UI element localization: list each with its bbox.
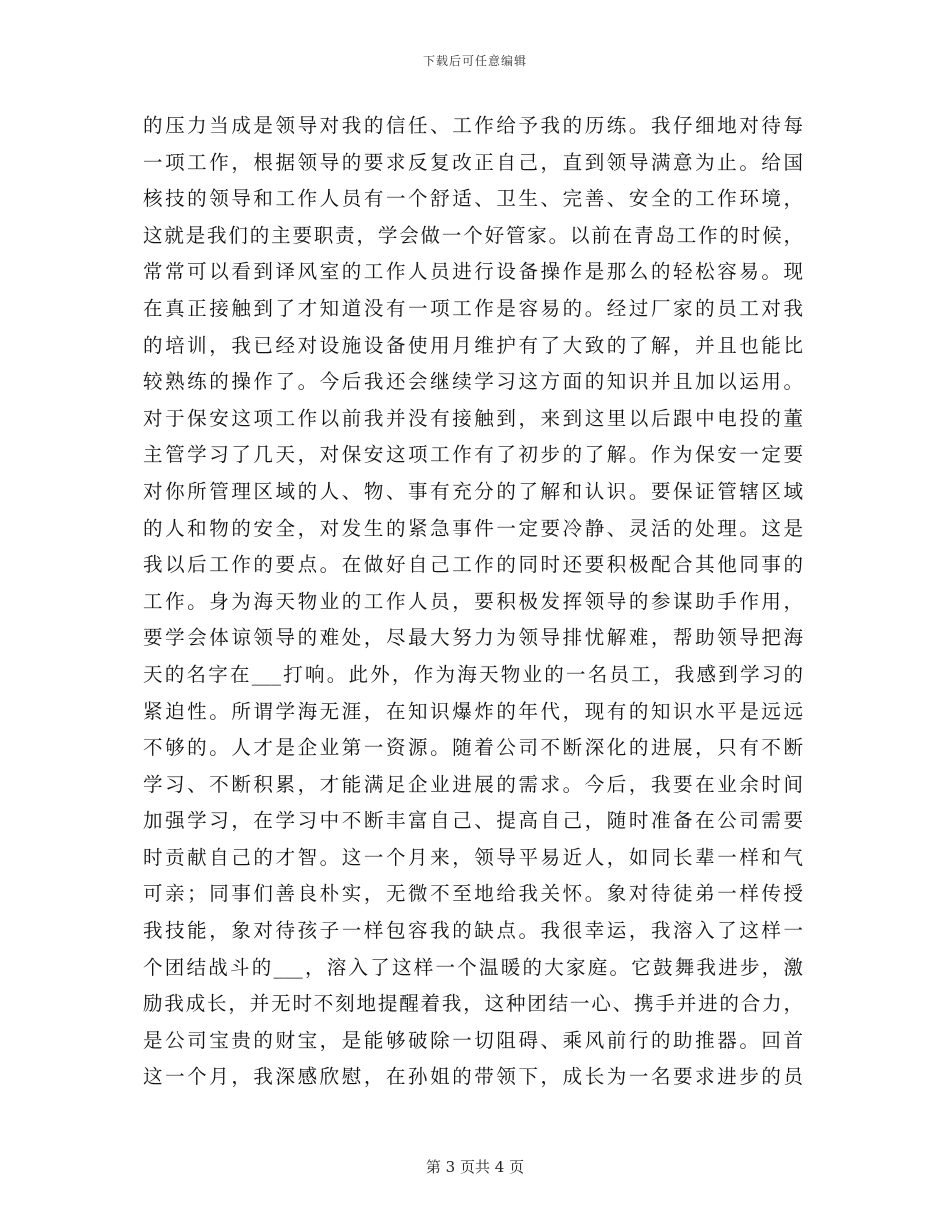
text-line: 要学会体谅领导的难处，尽最大努力为领导排忧解难，帮助领导把海 [143, 626, 803, 650]
text-line: 时贡献自己的才智。这一个月来，领导平易近人，如同长辈一样和气 [143, 845, 803, 869]
text-line: 的培训，我已经对设施设备使用月维护有了大致的了解，并且也能比 [143, 333, 803, 357]
page-header: 下载后可任意编辑 [422, 54, 527, 68]
text-line: 加强学习，在学习中不断丰富自己、提高自己，随时准备在公司需要 [143, 809, 803, 833]
text-line: 在真正接触到了才知道没有一项工作是容易的。经过厂家的员工对我 [143, 296, 803, 320]
text-line: 这一个月，我深感欣慰，在孙姐的带领下，成长为一名要求进步的员 [143, 1065, 803, 1089]
text-line: 紧迫性。所谓学海无涯，在知识爆炸的年代，现有的知识水平是远远 [143, 699, 803, 723]
text-line: 天的名字在___打响。此外，作为海天物业的一名员工，我感到学习的 [143, 662, 803, 686]
text-line: 对于保安这项工作以前我并没有接触到，来到这里以后跟中电投的董 [143, 406, 803, 430]
text-line: 较熟练的操作了。今后我还会继续学习这方面的知识并且加以运用。 [143, 370, 803, 394]
text-line: 学习、不断积累，才能满足企业进展的需求。今后，我要在业余时间 [143, 772, 803, 796]
text-line: 常常可以看到译风室的工作人员进行设备操作是那么的轻松容易。现 [143, 260, 803, 284]
text-line: 不够的。人才是企业第一资源。随着公司不断深化的进展，只有不断 [143, 736, 803, 760]
text-line: 主管学习了几天，对保安这项工作有了初步的了解。作为保安一定要 [143, 443, 803, 467]
text-line: 我以后工作的要点。在做好自己工作的同时还要积极配合其他同事的 [143, 553, 803, 577]
text-line: 这就是我们的主要职责，学会做一个好管家。以前在青岛工作的时候， [143, 223, 803, 247]
text-line: 工作。身为海天物业的工作人员，要积极发挥领导的参谋助手作用， [143, 589, 803, 613]
document-body [143, 108, 803, 1096]
text-line: 一项工作，根据领导的要求反复改正自己，直到领导满意为止。给国 [143, 150, 803, 174]
page-number-footer: 第 3 页共 4 页 [425, 1158, 525, 1176]
text-line: 的压力当成是领导对我的信任、工作给予我的历练。我仔细地对待每 [143, 114, 803, 137]
text-line: 的人和物的安全，对发生的紧急事件一定要冷静、灵活的处理。这是 [143, 516, 803, 540]
text-line: 核技的领导和工作人员有一个舒适、卫生、完善、安全的工作环境， [143, 187, 803, 211]
text-line: 对你所管理区域的人、物、事有充分的了解和认识。要保证管辖区域 [143, 479, 803, 503]
text-line: 是公司宝贵的财宝，是能够破除一切阻碍、乘风前行的助推器。回首 [143, 1028, 803, 1052]
text-line: 个团结战斗的___，溶入了这样一个温暖的大家庭。它鼓舞我进步，激 [143, 955, 803, 979]
text-line: 励我成长，并无时不刻地提醒着我，这种团结一心、携手并进的合力， [143, 992, 803, 1016]
text-line: 可亲；同事们善良朴实，无微不至地给我关怀。象对待徒弟一样传授 [143, 882, 803, 906]
text-line: 我技能，象对待孩子一样包容我的缺点。我很幸运，我溶入了这样一 [143, 919, 803, 943]
